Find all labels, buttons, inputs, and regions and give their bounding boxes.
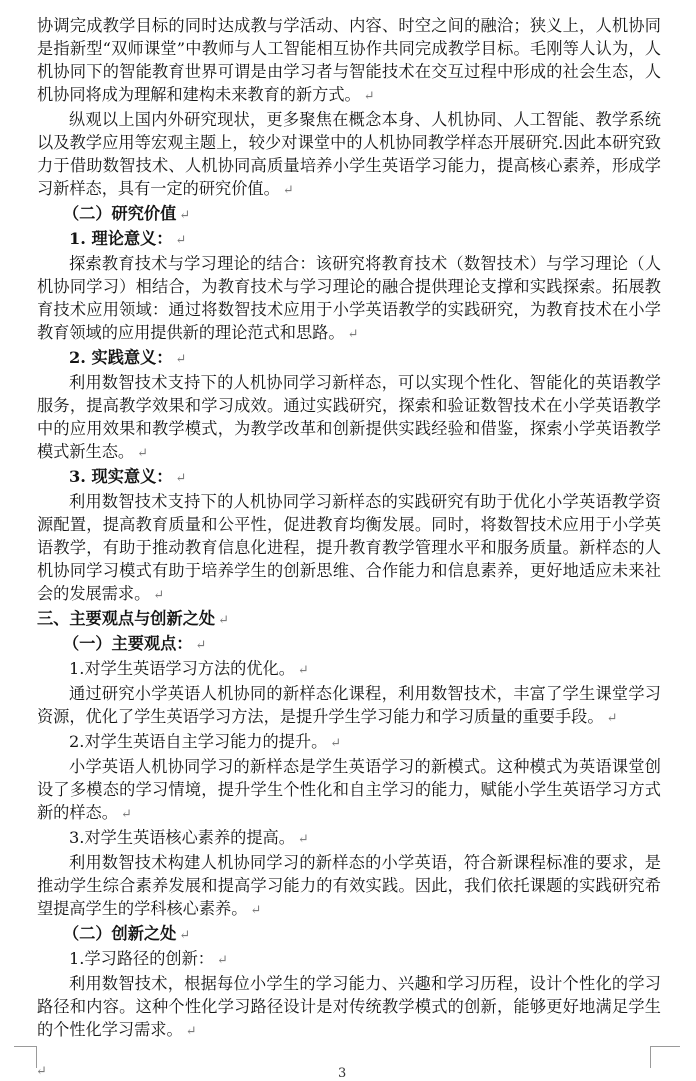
paragraph-text: 利用数智技术支持下的人机协同学习新样态的实践研究有助于优化小学英语教学资源配置，提高教育质量和公平性，促进教育均衡发展。同时，将数智技术应用于小学英语教学，有助于推动教育信息化进程，提升教育教学管理水平和服务质量。新样态的人机协同学习模式有助于培养学生的创新思维、合作能力和信息素养，更好地适应未来社会的发展需求。 xyxy=(37,492,661,603)
heading-text: 2. 实践意义： xyxy=(69,348,173,367)
paragraph xyxy=(37,755,661,826)
paragraph xyxy=(37,252,661,346)
paragraph-mark: ↵ xyxy=(606,711,618,726)
list-item xyxy=(37,657,661,682)
list-item xyxy=(37,730,661,755)
heading-text: （二）研究价值 xyxy=(63,204,177,223)
paragraph-mark: ↵ xyxy=(250,903,262,918)
paragraph-mark: ↵ xyxy=(363,89,375,104)
paragraph-text: 利用数智技术支持下的人机协同学习新样态，可以实现个性化、智能化的英语教学服务，提高教学效果和学习成效。通过实践研究，探索和验证数智技术在小学英语教学中的应用效果和教学模式，为教学改革和创新提供实践经验和借鉴，探索小学英语教学模式新生态。 xyxy=(37,373,661,461)
list-item-text: 2.对学生英语自主学习能力的提升。 xyxy=(69,732,328,751)
paragraph-text: 小学英语人机协同学习的新样态是学生英语学习的新模式。这种模式为英语课堂创设了多模态的学习情境，提升学生个性化和自主学习的能力，赋能小学生英语学习方式新的样态。 xyxy=(37,757,661,822)
heading-text: 三、主要观点与创新之处 xyxy=(37,609,216,628)
paragraph-text: 利用数智技术构建人机协同学习的新样态的小学英语，符合新课程标准的要求，是推动学生综合素养发展和提高学习能力的有效实践。因此，我们依托课题的实践研究希望提高学生的学科核心素养。 xyxy=(37,853,661,918)
crop-mark xyxy=(650,1046,651,1068)
heading-text: 1. 理论意义： xyxy=(69,229,173,248)
paragraph-mark: ↵ xyxy=(175,352,187,367)
paragraph-mark: ↵ xyxy=(153,588,165,603)
paragraph-mark: ↵ xyxy=(347,327,359,342)
paragraph xyxy=(37,14,661,108)
heading-text: （一）主要观点： xyxy=(63,634,193,653)
paragraph-mark: ↵ xyxy=(195,638,207,653)
paragraph-mark: ↵ xyxy=(175,233,187,248)
paragraph-mark: ↵ xyxy=(297,663,309,678)
subsection-heading xyxy=(37,465,661,490)
heading-text: （二）创新之处 xyxy=(63,924,177,943)
crop-mark xyxy=(14,1046,36,1047)
paragraph xyxy=(37,851,661,922)
paragraph-text: 协调完成教学目标的同时达成教与学活动、内容、时空之间的融洽；狭义上，人机协同是指新型“双师课堂”中教师与人工智能相互协作共同完成教学目标。毛刚等人认为，人机协同下的智能教育世界可谓是由学习者与智能技术在交互过程中形成的社会生态，人机协同将成为理解和建构未来教育的新方式。 xyxy=(37,16,661,104)
paragraph-mark: ↵ xyxy=(216,953,228,968)
page-number: 3 xyxy=(338,1066,347,1081)
paragraph-mark: ↵ xyxy=(175,471,187,486)
paragraph xyxy=(37,972,661,1043)
paragraph-text: 纵观以上国内外研究现状，更多聚焦在概念本身、人机协同、人工智能、教学系统以及教学应用等宏观主题上，较少对课堂中的人机协同教学样态开展研究.因此本研究致力于借助数智技术、人机协同高质量培养小学生英语学习能力，提高核心素养，形成学习新样态，具有一定的研究价值。 xyxy=(37,110,661,198)
paragraph-mark: ↵ xyxy=(185,1024,197,1039)
subsection-heading xyxy=(37,346,661,371)
list-item xyxy=(37,826,661,851)
section-heading xyxy=(37,922,661,947)
list-item-text: 3.对学生英语核心素养的提高。 xyxy=(69,828,295,847)
paragraph-text: 通过研究小学英语人机协同的新样态化课程，利用数智技术，丰富了学生课堂学习资源，优化了学生英语学习方法，是提升学生学习能力和学习质量的重要手段。 xyxy=(37,684,661,726)
paragraph-text: 探索教育技术与学习理论的结合：该研究将教育技术（数智技术）与学习理论（人机协同学习）相结合，为教育技术与学习理论的融合提供理论支撑和实践探索。拓展教育技术应用领域：通过将数智技术应用于小学英语教学的实践研究，为教育技术在小学教育领域的应用提供新的理论范式和思路。 xyxy=(37,254,661,342)
paragraph-mark: ↵ xyxy=(297,832,309,847)
chapter-heading xyxy=(37,607,661,632)
document-body xyxy=(37,14,661,1043)
section-heading xyxy=(37,202,661,227)
paragraph xyxy=(37,490,661,607)
section-heading xyxy=(37,632,661,657)
list-item xyxy=(37,947,661,972)
paragraph xyxy=(37,108,661,202)
paragraph-mark: ↵ xyxy=(218,613,229,628)
paragraph-mark: ↵ xyxy=(36,1064,47,1079)
paragraph-mark: ↵ xyxy=(179,208,191,223)
list-item-text: 1.对学生英语学习方法的优化。 xyxy=(69,659,295,678)
paragraph xyxy=(37,371,661,465)
paragraph-mark: ↵ xyxy=(137,446,149,461)
paragraph-text: 利用数智技术，根据每位小学生的学习能力、兴趣和学习历程，设计个性化的学习路径和内容。这种个性化学习路径设计是对传统教学模式的创新，能够更好地满足学生的个性化学习需求。 xyxy=(37,974,661,1039)
heading-text: 3. 现实意义： xyxy=(69,467,173,486)
list-item-text: 1.学习路径的创新： xyxy=(69,949,214,968)
paragraph-mark: ↵ xyxy=(330,736,342,751)
paragraph-mark: ↵ xyxy=(179,928,191,943)
subsection-heading xyxy=(37,227,661,252)
paragraph-mark: ↵ xyxy=(120,807,132,822)
paragraph-mark: ↵ xyxy=(282,183,294,198)
paragraph xyxy=(37,682,661,730)
crop-mark xyxy=(650,1046,680,1047)
